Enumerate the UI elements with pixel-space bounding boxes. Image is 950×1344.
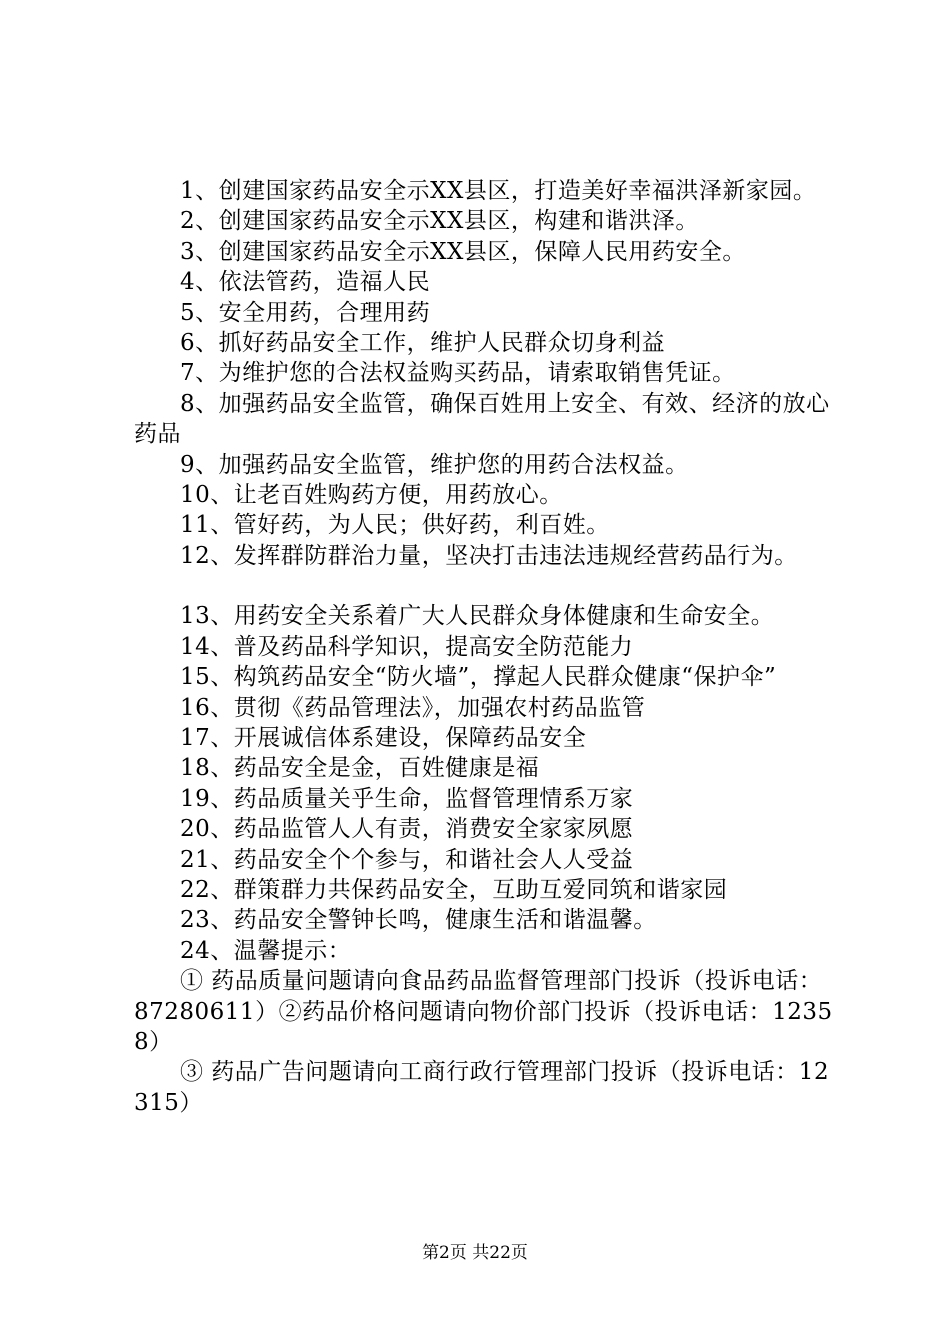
slogan-item-22: 22、群策群力共保药品安全，互助互爱同筑和谐家园 [180,876,728,903]
slogan-item-14: 14、普及药品科学知识，提高安全防范能力 [180,633,634,660]
complaint-tip-3: ③ 药品广告问题请向工商行政行管理部门投诉（投诉电话：12315） [134,1059,830,1116]
slogan-item-4: 4、依法管药，造福人民 [180,269,431,296]
slogan-item-17: 17、开展诚信体系建设，保障药品安全 [180,724,587,751]
slogan-item-1: 1、创建国家药品安全示XX县区，打造美好幸福洪泽新家园。 [180,178,817,204]
page-number-footer: 第2页 共22页 [422,1243,528,1263]
slogan-item-21: 21、药品安全个个参与，和谐社会人人受益 [180,846,634,873]
slogan-item-16: 16、贯彻《药品管理法》，加强农村药品监管 [180,694,646,721]
slogan-item-19: 19、药品质量关乎生命，监督管理情系万家 [180,785,634,812]
slogan-item-2: 2、创建国家药品安全示XX县区，构建和谐洪泽。 [180,208,699,235]
slogan-item-5: 5、安全用药，合理用药 [180,299,431,326]
slogan-item-3: 3、创建国家药品安全示XX县区，保障人民用药安全。 [180,238,746,265]
slogan-item-20: 20、药品监管人人有责，消费安全家家夙愿 [180,816,634,843]
complaint-tip-1-2: ① 药品质量问题请向食品药品监督管理部门投诉（投诉电话：87280611）②药品价格问题请向物价部门投诉（投诉电话：12358） [134,968,833,1055]
slogan-item-18: 18、药品安全是金，百姓健康是福 [180,755,540,782]
document-body [134,176,834,1118]
slogan-item-23: 23、药品安全警钟长鸣，健康生活和谐温馨。 [180,907,657,934]
slogan-item-8: 8、加强药品安全监管，确保百姓用上安全、有效、经济的放心药品 [134,390,830,448]
slogan-item-11: 11、管好药，为人民；供好药，利百姓。 [180,512,610,539]
slogan-item-12: 12、发挥群防群治力量，坚决打击违法违规经营药品行为。 [180,542,798,569]
slogan-item-10: 10、让老百姓购药方便，用药放心。 [180,482,563,509]
slogan-item-24: 24、温馨提示： [180,937,352,964]
slogan-item-15: 15、构筑药品安全“防火墙”，撑起人民群众健康“保护伞” [180,664,777,691]
slogan-item-6: 6、抓好药品安全工作，维护人民群众切身利益 [180,330,666,357]
slogan-item-7: 7、为维护您的合法权益购买药品，请索取销售凭证。 [180,360,736,387]
slogan-item-13: 13、用药安全关系着广大人民群众身体健康和生命安全。 [180,603,775,630]
slogan-item-9: 9、加强药品安全监管，维护您的用药合法权益。 [180,451,689,478]
